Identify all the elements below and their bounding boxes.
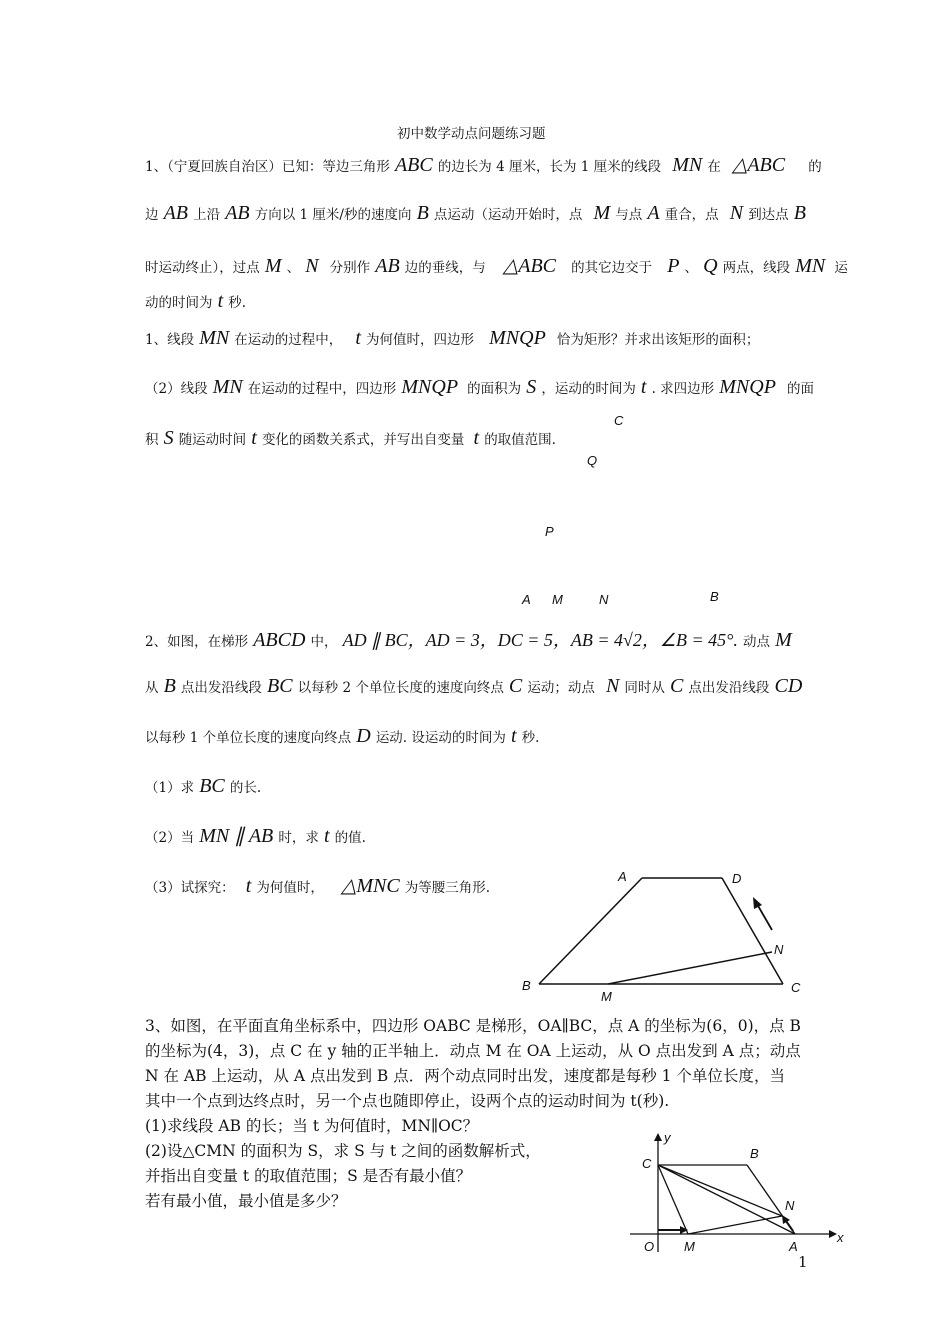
page-number: 1 [798,1253,808,1271]
y-axis-arrow-icon [654,1133,662,1141]
segment-MN [608,952,772,984]
q2-label-A: A [618,869,627,884]
q1-label-P: P [545,524,554,539]
q2-label-N: N [774,942,784,957]
q1-sub2a: （2）线段 MN 在运动的过程中，四边形 MNQP 的面积为 S ，运动的时间为 t . 求四边形 MNQP 的面 [145,376,815,398]
segment-DC [722,878,783,984]
q1-label-Q: Q [587,453,598,468]
x-axis-arrow-icon [829,1230,837,1238]
q3-text-line3: N 在 AB 上运动，从 A 点出发到 B 点．两个动点同时出发，速度都是每秒 1 个单位长度，当 [145,1067,785,1085]
q3-label-O: O [644,1239,655,1254]
q3-text-line2: 的坐标为(4，3)，点 C 在 y 轴的正半轴上．动点 M 在 OA 上运动，从 O 点出发到 A 点；动点 [145,1042,801,1060]
q1-label-M: M [552,592,563,607]
q2-trapezoid-figure [510,862,810,1012]
q2-line1: 2、如图，在梯形 ABCD 中， AD ∥ BC，AD = 3，DC = 5，AB = 4√2，∠B = 45°. 动点 M [145,629,792,651]
q1-sub1: 1、线段 MN 在运动的过程中， t 为何值时，四边形 MNQP 恰为矩形？并求出该矩形的面积； [145,327,760,349]
q2-label-M: M [601,989,612,1004]
arrow-head-icon [753,897,762,909]
q3-sub3: 并指出自变量 t 的取值范围；S 是否有最小值？ [145,1167,472,1185]
q3-sub1: (1)求线段 AB 的长；当 t 为何值时，MN∥OC？ [145,1117,479,1135]
q1-line2: 边 AB 上沿 AB 方向以 1 厘米/秒的速度向 B 点运动（运动开始时，点 M 与点 A 重合，点 N 到达点 B [145,202,806,224]
page-title: 初中数学动点问题练习题 [397,126,546,142]
segment-MN [688,1216,782,1234]
q2-sub1: （1）求 BC 的长. [145,775,262,797]
direction-arrow [757,904,772,930]
q3-label-B: B [750,1146,759,1161]
q2-label-B: B [522,978,531,993]
q3-sub2: (2)设△CMN 的面积为 S，求 S 与 t 之间的函数解析式， [145,1142,541,1160]
q2-label-C: C [791,980,801,995]
q1-line1: 1、（宁夏回族自治区）已知：等边三角形 ABC 的边长为 4 厘米，长为 1 厘米的线段 MN 在 △ABC 的 [145,154,822,176]
q3-label-A: A [789,1239,798,1254]
segment-AB [539,878,642,984]
q3-label-N: N [785,1198,795,1213]
q3-text-line4: 其中一个点到达终点时，另一个点也随即停止，设两个点的运动时间为 t(秒). [145,1092,670,1110]
q1-label-A: A [522,592,531,607]
q3-sub4: 若有最小值，最小值是多少？ [145,1192,347,1210]
q2-line3: 以每秒 1 个单位长度的速度向终点 D 运动. 设运动的时间为 t 秒. [145,725,540,747]
q3-label-y: y [664,1130,671,1145]
q2-sub2: （2）当 MN ∥ AB 时，求 t 的值. [145,825,366,847]
q1-sub2b: 积 S 随运动时间 t 变化的函数关系式，并写出自变量 t 的取值范围. [145,427,556,449]
q3-label-x: x [837,1230,844,1245]
q3-label-C: C [642,1156,652,1171]
segment-CA [658,1165,795,1234]
q1-line3: 时运动终止），过点 M 、 N 分别作 AB 边的垂线，与 △ABC 的其它边交于 P 、 Q 两点，线段 MN 运 [145,255,848,277]
q2-label-D: D [732,871,742,886]
q2-sub3: （3）试探究： t 为何值时， △MNC 为等腰三角形. [145,875,491,897]
q1-label-N: N [599,592,609,607]
q3-text-line1: 3、如图，在平面直角坐标系中，四边形 OABC 是梯形，OA∥BC，点 A 的坐标为(6，0)，点 B [145,1017,801,1035]
q3-coordinate-figure [625,1128,855,1258]
q3-label-M: M [684,1239,695,1254]
q1-line4: 动的时间为 t 秒. [145,290,247,312]
q2-line2: 从 B 点出发沿线段 BC 以每秒 2 个单位长度的速度向终点 C 运动；动点 N 同时从 C 点出发沿线段 CD [145,675,803,697]
q1-label-C: C [614,413,624,428]
q1-label-B: B [710,589,719,604]
